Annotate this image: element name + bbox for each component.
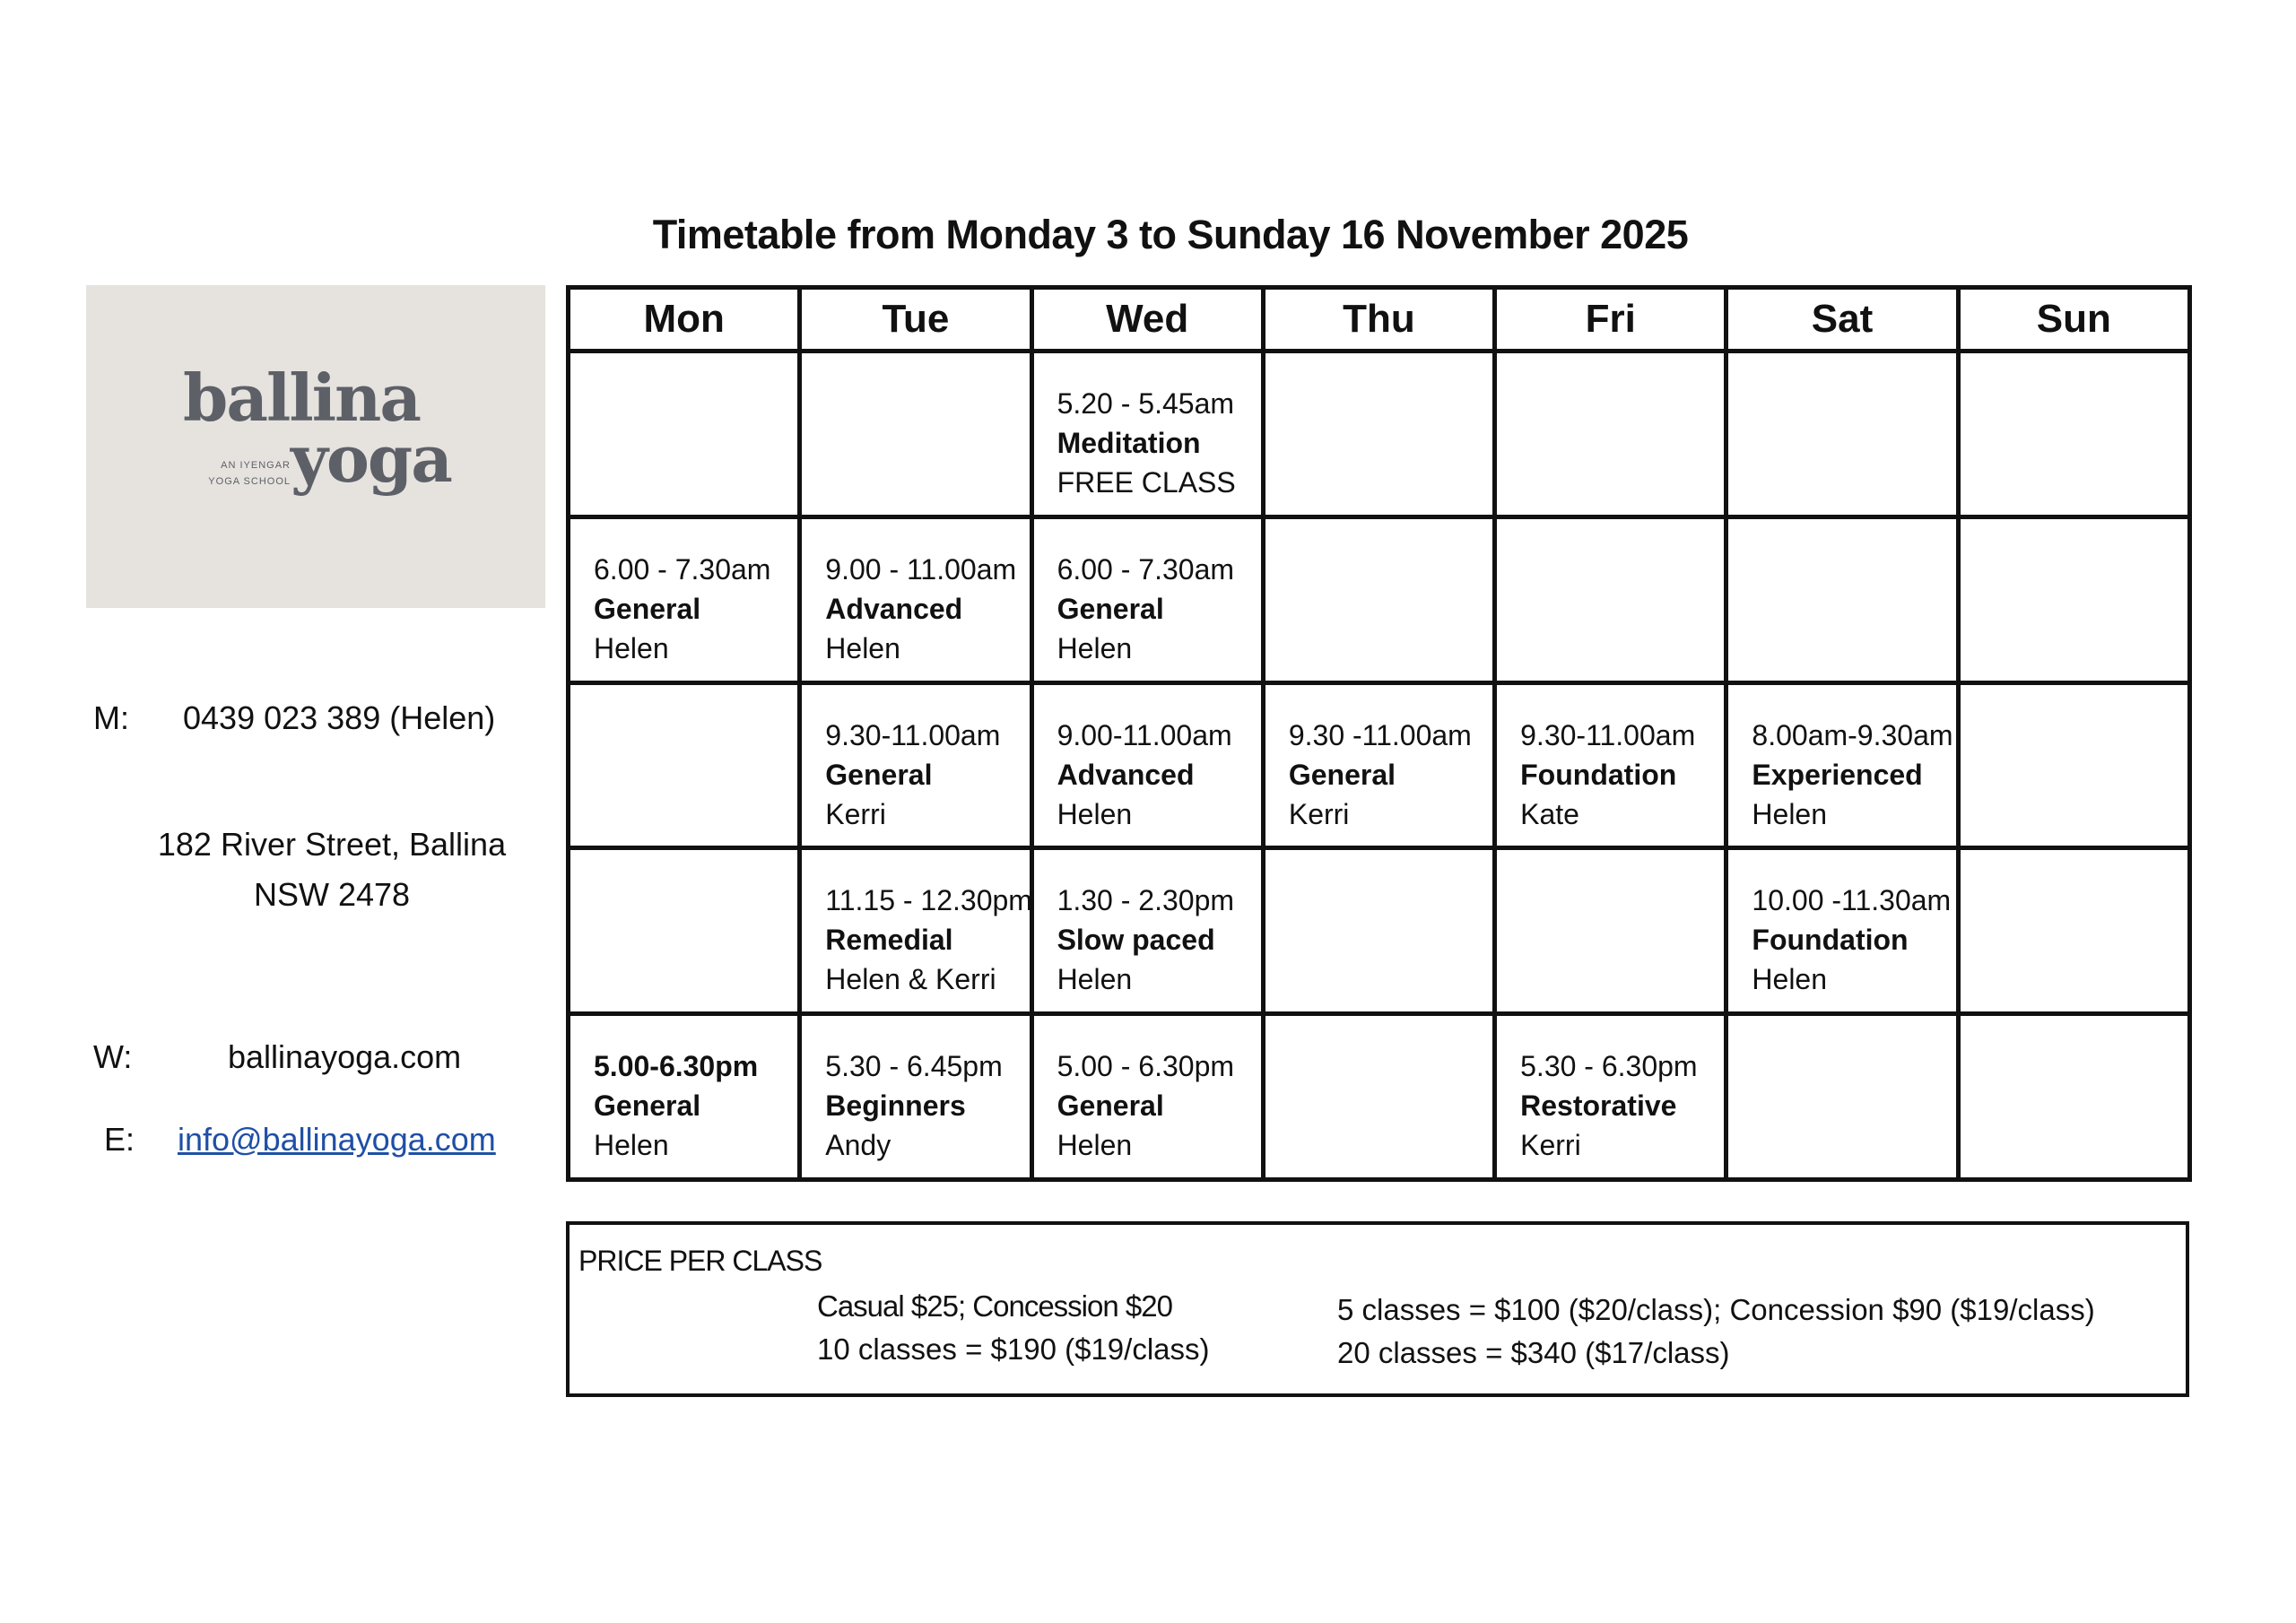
day-header-mon: Mon xyxy=(569,288,800,352)
slot-cell-thu xyxy=(1263,682,1494,848)
web-address[interactable]: ballinayoga.com xyxy=(228,1038,462,1075)
class-slot xyxy=(1057,384,1252,502)
logo-tagline-line1: AN IYENGAR xyxy=(221,460,291,471)
class-name: General xyxy=(594,1089,701,1123)
logo-tagline xyxy=(176,457,291,490)
day-header-wed: Wed xyxy=(1031,288,1263,352)
slot-cell-fri xyxy=(1495,682,1726,848)
class-teacher: Helen xyxy=(594,1129,669,1162)
class-name: Remedial xyxy=(825,924,953,957)
price-twenty-classes: 20 classes = $340 ($17/class) xyxy=(1337,1336,1730,1369)
class-time: 8.00am-9.30am xyxy=(1752,718,1953,751)
timetable-row xyxy=(569,848,2190,1014)
slot-cell-sun xyxy=(1958,516,2189,682)
slot-cell-sat xyxy=(1726,682,1958,848)
slot-cell-sat xyxy=(1726,848,1958,1014)
slot-cell-tue xyxy=(800,1014,1031,1180)
class-time: 11.15 - 12.30pm xyxy=(825,884,1032,917)
class-name: Meditation xyxy=(1057,427,1201,459)
email-link[interactable]: info@ballinayoga.com xyxy=(178,1121,496,1158)
day-header-tue: Tue xyxy=(800,288,1031,352)
slot-cell-mon xyxy=(569,1014,800,1180)
class-time: 10.00 -11.30am xyxy=(1752,884,1952,917)
class-name: Beginners xyxy=(825,1089,966,1123)
slot-cell-thu xyxy=(1263,352,1494,517)
class-slot xyxy=(1520,716,1715,834)
class-teacher: Helen xyxy=(594,631,669,664)
slot-cell-sat xyxy=(1726,352,1958,517)
class-time: 5.20 - 5.45am xyxy=(1057,387,1235,420)
class-teacher: Helen & Kerri xyxy=(825,963,996,996)
class-slot xyxy=(1057,716,1252,834)
class-slot xyxy=(825,716,1020,834)
class-time: 5.00 - 6.30pm xyxy=(1057,1050,1235,1083)
timetable xyxy=(566,285,2192,1182)
class-slot xyxy=(825,550,1020,668)
slot-cell-mon xyxy=(569,352,800,517)
class-time: 9.30 -11.00am xyxy=(1288,718,1472,751)
mobile-label: M: xyxy=(93,699,129,736)
class-slot xyxy=(1057,1046,1252,1165)
slot-cell-mon xyxy=(569,848,800,1014)
class-time: 9.30-11.00am xyxy=(1520,718,1696,751)
slot-cell-fri xyxy=(1495,848,1726,1014)
price-per-class-box xyxy=(566,1221,2189,1397)
web-label: W: xyxy=(93,1038,133,1075)
slot-cell-wed xyxy=(1031,848,1263,1014)
address-line2: NSW 2478 xyxy=(253,876,411,913)
slot-cell-wed xyxy=(1031,352,1263,517)
price-title: PRICE PER CLASS xyxy=(578,1245,822,1277)
class-name: Advanced xyxy=(1057,758,1195,791)
class-time: 9.00 - 11.00am xyxy=(825,552,1017,586)
class-name: General xyxy=(594,592,701,625)
slot-cell-fri xyxy=(1495,516,1726,682)
class-name: Foundation xyxy=(1752,924,1909,957)
slot-cell-wed xyxy=(1031,682,1263,848)
class-slot xyxy=(1289,716,1483,834)
class-slot xyxy=(594,1046,788,1165)
timetable-row xyxy=(569,1014,2190,1180)
class-name: General xyxy=(1057,1089,1164,1123)
class-slot xyxy=(1057,881,1252,999)
address-line1: 182 River Street, Ballina xyxy=(157,826,507,863)
class-slot xyxy=(825,1046,1020,1165)
slot-cell-thu xyxy=(1263,848,1494,1014)
class-name: General xyxy=(1057,592,1164,625)
class-time: 5.30 - 6.30pm xyxy=(1520,1050,1698,1083)
slot-cell-sun xyxy=(1958,1014,2189,1180)
logo-wordmark-ballina: ballina xyxy=(183,360,421,436)
slot-cell-fri xyxy=(1495,1014,1726,1180)
slot-cell-thu xyxy=(1263,516,1494,682)
day-header-fri: Fri xyxy=(1495,288,1726,352)
slot-cell-wed xyxy=(1031,516,1263,682)
day-header-sat: Sat xyxy=(1726,288,1958,352)
day-header-row xyxy=(569,288,2190,352)
slot-cell-fri xyxy=(1495,352,1726,517)
class-teacher: Helen xyxy=(1057,797,1133,830)
slot-cell-tue xyxy=(800,682,1031,848)
slot-cell-thu xyxy=(1263,1014,1494,1180)
class-name: General xyxy=(1288,758,1396,791)
slot-cell-tue xyxy=(800,516,1031,682)
slot-cell-mon xyxy=(569,682,800,848)
class-teacher: Helen xyxy=(1752,797,1828,830)
class-time: 1.30 - 2.30pm xyxy=(1057,884,1235,917)
class-time: 9.30-11.00am xyxy=(825,718,1001,751)
class-teacher: Helen xyxy=(1057,1129,1133,1162)
class-name: General xyxy=(825,758,933,791)
class-time: 5.00-6.30pm xyxy=(594,1050,759,1083)
class-teacher: Kerri xyxy=(1520,1129,1581,1162)
class-time: 6.00 - 7.30am xyxy=(594,552,771,586)
class-teacher: FREE CLASS xyxy=(1057,466,1236,499)
class-name: Foundation xyxy=(1520,758,1677,791)
price-five-classes: 5 classes = $100 ($20/class); Concession $90 ($19/class) xyxy=(1337,1293,2095,1326)
page-title: Timetable from Monday 3 to Sunday 16 November 2025 xyxy=(652,212,1689,257)
ballina-yoga-logo xyxy=(86,285,545,608)
class-teacher: Helen xyxy=(825,631,900,664)
class-teacher: Kerri xyxy=(1288,797,1350,830)
class-time: 9.00-11.00am xyxy=(1057,718,1232,751)
slot-cell-sun xyxy=(1958,352,2189,517)
email-label: E: xyxy=(104,1121,135,1158)
class-teacher: Kate xyxy=(1520,797,1579,830)
logo-tagline-line2: YOGA SCHOOL xyxy=(208,476,291,487)
logo-wordmark-yoga: yoga xyxy=(291,421,451,497)
price-casual: Casual $25; Concession $20 xyxy=(817,1289,1172,1323)
slot-cell-wed xyxy=(1031,1014,1263,1180)
class-time: 6.00 - 7.30am xyxy=(1057,552,1235,586)
slot-cell-sat xyxy=(1726,516,1958,682)
class-slot xyxy=(825,881,1032,999)
class-slot xyxy=(1057,550,1252,668)
class-teacher: Andy xyxy=(825,1129,891,1162)
slot-cell-tue xyxy=(800,848,1031,1014)
class-slot xyxy=(1520,1046,1715,1165)
slot-cell-mon xyxy=(569,516,800,682)
contact-address xyxy=(135,820,529,920)
class-teacher: Helen xyxy=(1752,963,1828,996)
class-teacher: Helen xyxy=(1057,963,1133,996)
slot-cell-sun xyxy=(1958,682,2189,848)
class-slot xyxy=(594,550,788,668)
class-teacher: Helen xyxy=(1057,631,1133,664)
class-name: Slow paced xyxy=(1057,924,1215,957)
day-header-thu: Thu xyxy=(1263,288,1494,352)
class-teacher: Kerri xyxy=(825,797,886,830)
timetable-row xyxy=(569,352,2190,517)
class-name: Advanced xyxy=(825,592,963,625)
price-ten-classes: 10 classes = $190 ($19/class) xyxy=(817,1332,1210,1366)
class-slot xyxy=(1752,881,1952,999)
timetable-row xyxy=(569,516,2190,682)
class-name: Experienced xyxy=(1752,758,1923,791)
timetable-row xyxy=(569,682,2190,848)
class-slot xyxy=(1752,716,1953,834)
slot-cell-sun xyxy=(1958,848,2189,1014)
slot-cell-tue xyxy=(800,352,1031,517)
mobile-number[interactable]: 0439 023 389 (Helen) xyxy=(183,699,496,736)
class-time: 5.30 - 6.45pm xyxy=(825,1050,1003,1083)
day-header-sun: Sun xyxy=(1958,288,2189,352)
slot-cell-sat xyxy=(1726,1014,1958,1180)
class-name: Restorative xyxy=(1520,1089,1677,1123)
